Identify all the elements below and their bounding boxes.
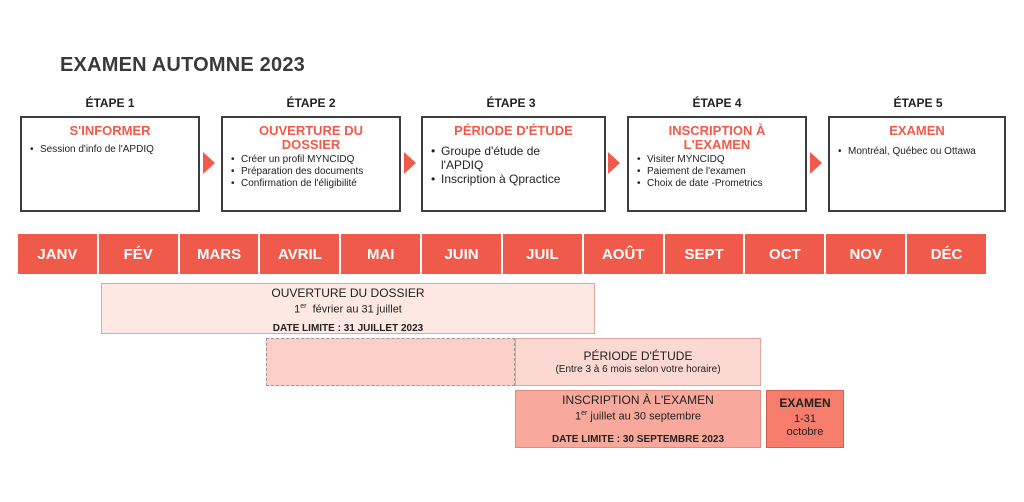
- month-bar: [18, 234, 986, 274]
- month-cell: JUIL: [503, 234, 584, 274]
- phase-examen: [766, 390, 844, 448]
- step-5-item: • Montréal, Québec ou Ottawa: [838, 146, 996, 158]
- phase-etude-note: (Entre 3 à 6 mois selon votre horaire): [555, 364, 721, 375]
- step-1-label: ÉTAPE 1: [85, 96, 135, 110]
- arrow-right-icon: [608, 152, 620, 174]
- step-2-item: • Créer un profil MYNCIDQ: [231, 154, 391, 166]
- step-5-title: EXAMEN: [889, 123, 945, 138]
- step-3-item: • Inscription à Qpractice: [431, 172, 566, 186]
- step-3-title: PÉRIODE D'ÉTUDE: [454, 123, 573, 138]
- step-2-item: • Préparation des documents: [231, 166, 391, 178]
- month-cell: AVRIL: [260, 234, 341, 274]
- phase-dossier-deadline: DATE LIMITE : 31 JUILLET 2023: [272, 322, 424, 334]
- step-4-item: • Visiter MYNCIDQ: [637, 154, 797, 166]
- step-5-list: [838, 146, 996, 158]
- step-2-list: [231, 154, 391, 190]
- arrow-right-icon: [203, 152, 215, 174]
- step-2-item: • Confirmation de l'éligibilité: [231, 178, 391, 190]
- month-cell: NOV: [826, 234, 907, 274]
- step-2-box: [221, 116, 401, 212]
- step-4-box: [627, 116, 807, 212]
- step-5-label: ÉTAPE 5: [893, 96, 943, 110]
- phase-etude-early: [266, 338, 515, 386]
- step-1-box: [20, 116, 200, 212]
- phase-etude-title: PÉRIODE D'ÉTUDE: [583, 349, 693, 363]
- phase-examen-range: 1-31: [793, 413, 817, 425]
- month-cell: DÉC: [907, 234, 986, 274]
- arrow-right-icon: [810, 152, 822, 174]
- phase-dossier-title: OUVERTURE DU DOSSIER: [271, 286, 425, 300]
- month-cell: MARS: [180, 234, 261, 274]
- step-3-label: ÉTAPE 3: [486, 96, 536, 110]
- month-cell: MAI: [341, 234, 422, 274]
- step-3-box: [421, 116, 606, 212]
- step-4-label: ÉTAPE 4: [692, 96, 742, 110]
- step-3-item: • Groupe d'étude de l'APDIQ: [431, 144, 566, 172]
- step-4-item: • Paiement de l'examen: [637, 166, 797, 178]
- phase-inscription: [515, 390, 761, 448]
- month-cell: JANV: [18, 234, 99, 274]
- step-5-box: [828, 116, 1006, 212]
- step-3-list: [431, 144, 596, 186]
- month-cell: SEPT: [665, 234, 746, 274]
- page-title: EXAMEN AUTOMNE 2023: [60, 54, 305, 76]
- step-4-title: INSCRIPTION À L'EXAMEN: [668, 123, 766, 152]
- month-cell: OCT: [745, 234, 826, 274]
- step-4-list: [637, 154, 797, 190]
- step-4-item: • Choix de date -Prometrics: [637, 178, 797, 190]
- phase-examen-month: octobre: [786, 426, 824, 438]
- arrow-right-icon: [404, 152, 416, 174]
- phase-inscription-title: INSCRIPTION À L'EXAMEN: [562, 393, 714, 407]
- step-1-item: • Session d'info de l'APDIQ: [30, 144, 190, 156]
- step-2-title: OUVERTURE DU DOSSIER: [258, 123, 363, 152]
- step-2-label: ÉTAPE 2: [286, 96, 336, 110]
- month-cell: JUIN: [422, 234, 503, 274]
- month-cell: AOÛT: [584, 234, 665, 274]
- phase-inscription-dates: 1er juillet au 30 septembre: [574, 410, 702, 423]
- phase-dossier-dates: 1er février au 31 juillet: [294, 303, 402, 316]
- phase-inscription-deadline: DATE LIMITE : 30 SEPTEMBRE 2023: [551, 433, 725, 445]
- phase-etude: [515, 338, 761, 386]
- phase-dossier: [101, 283, 595, 334]
- step-1-title: S'INFORMER: [69, 123, 151, 138]
- phase-examen-title: EXAMEN: [779, 396, 831, 410]
- month-cell: FÉV: [99, 234, 180, 274]
- step-1-list: [30, 144, 190, 156]
